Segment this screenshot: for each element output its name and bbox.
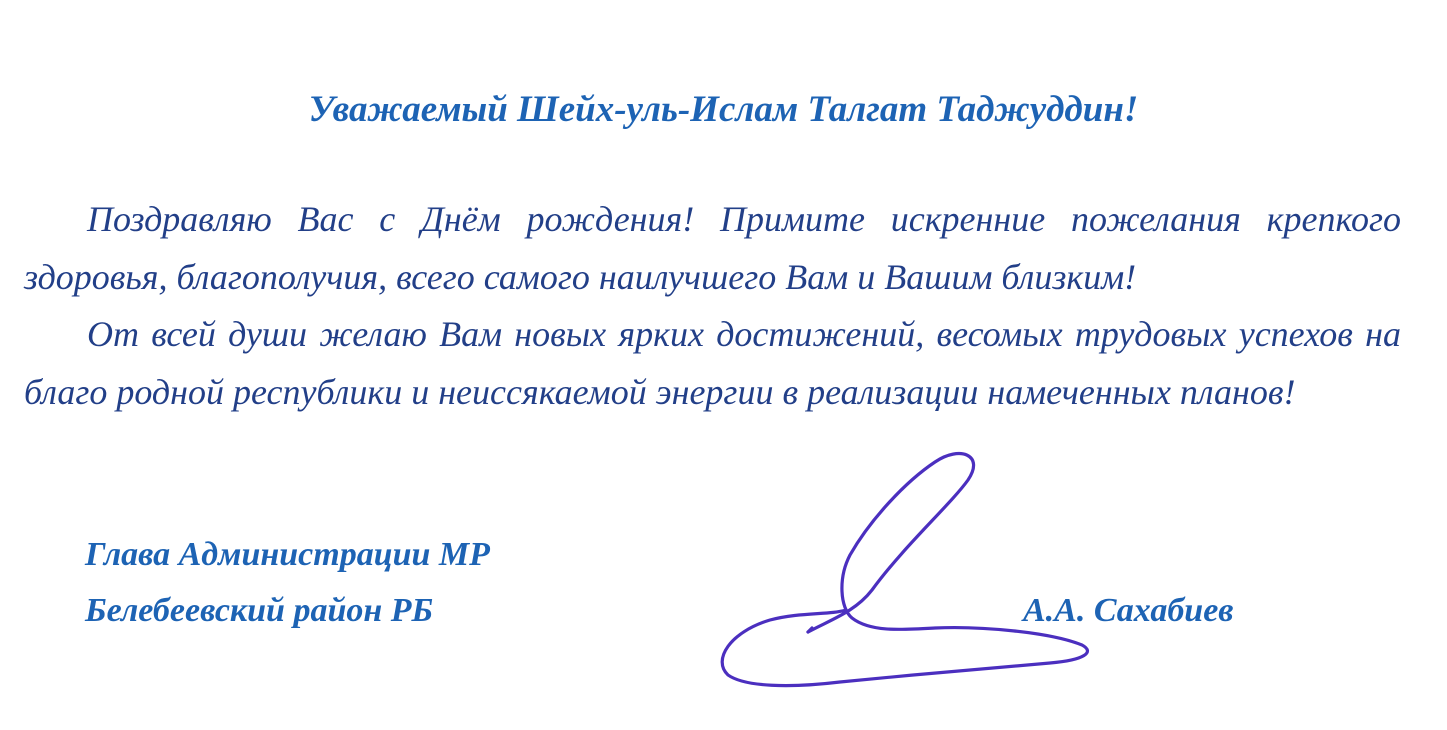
paragraph-wishes: От всей души желаю Вам новых ярких достижений, весомых трудовых успехов на благо родной республики и неиссякаемой энергии в реализации намеченных планов!: [24, 314, 1401, 412]
letter-greeting: Уважаемый Шейх-уль-Ислам Талгат Таджуддин!: [308, 89, 1139, 130]
signer-name: А.А. Сахабиев: [1023, 592, 1234, 629]
signer-title-line-2: Белебеевский район РБ: [85, 592, 434, 629]
signer-title: [85, 527, 490, 639]
letter-body: [24, 191, 1401, 421]
signer-title-line-1: Глава Администрации МР: [85, 536, 490, 573]
paragraph-congratulations: Поздравляю Вас с Днём рождения! Примите искренние пожелания крепкого здоровья, благополучия, всего самого наилучшего Вам и Вашим близким!: [24, 199, 1401, 297]
